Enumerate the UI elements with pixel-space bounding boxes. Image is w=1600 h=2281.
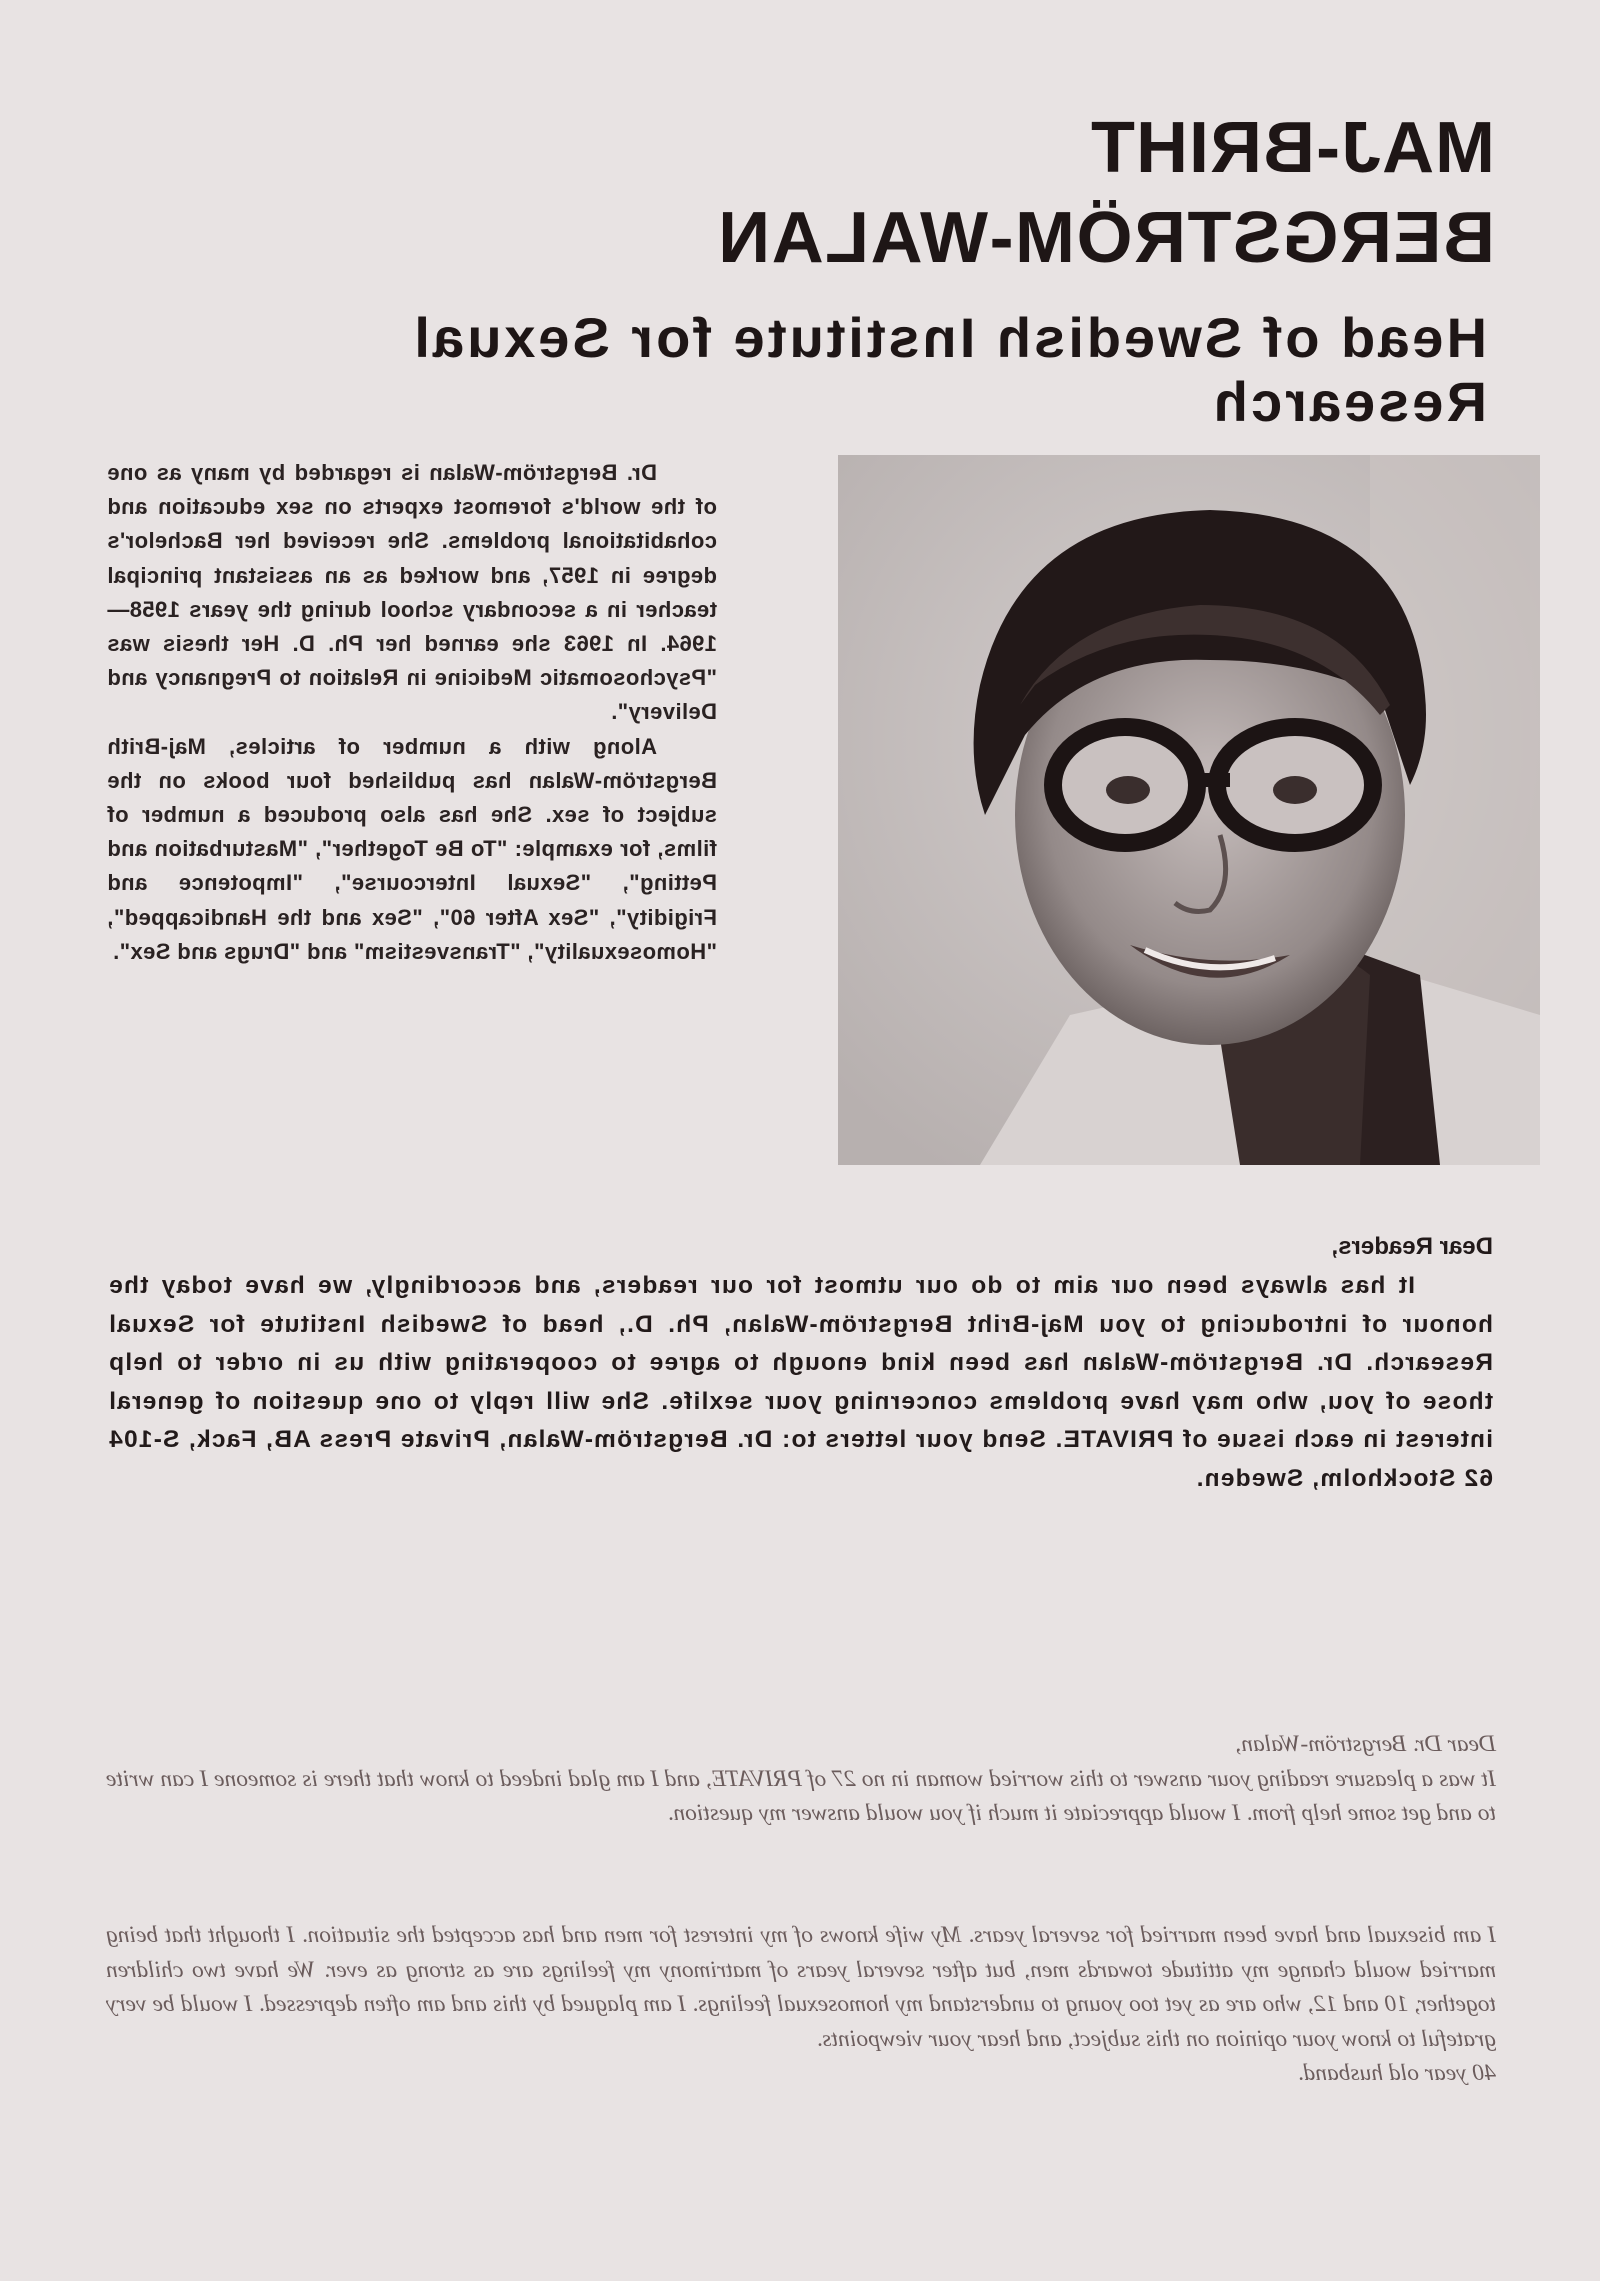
title-first-name: MAJ-BRIHT xyxy=(1090,108,1495,188)
bio-paragraph-1: Dr. Bergström-Walan is regarded by many as one of the world's foremost experts on sex education and cohabitational problems. She received her Bachelor's degree in 1957, and worked as an assistant principal teacher in a secondary school during the years 1958—1964. In 1963 she earned her Ph. D. Her thesis was "Psychosomatic Medicine in Relation to Pregnancy and Delivery". xyxy=(107,460,717,725)
intro-text-block xyxy=(108,1267,1493,1499)
portrait-icon xyxy=(838,455,1540,1165)
letter-salutation: Dear Dr. Bergström-Walan, xyxy=(1235,1731,1496,1757)
reader-letter-opening xyxy=(106,1727,1496,1831)
intro-paragraph: It has always been our aim to do our utmost for our readers, and accordingly, we have today the honour of introducing to you Maj-Briht Bergström-Walan, Ph. D., head of Swedish Institute for Sexual Research. Dr. Bergström-Walan has been kind enough to agree to cooperating with us in order to help those of you, who may have problems concerning your sexlife. She will reply to one question of general interest in each issue of PRIVATE. Send your letters to: Dr. Bergström-Walan, Private Press AB, Fack, S-104 62 Stockholm, Sweden. xyxy=(108,1272,1493,1492)
portrait-photo xyxy=(838,455,1540,1165)
letter-signature: 40 year old husband. xyxy=(1297,2060,1496,2086)
intro-salutation: Dear Readers, xyxy=(1331,1233,1493,1260)
reader-letter-body xyxy=(106,1918,1496,2091)
bio-paragraph-2: Along with a number of articles, Maj-Brith Bergström-Walan has published four books on the subject of sex. She has also produced a number of films, for example: "To Be Together", "Masturbation and Petting", "Sexual Intercourse", "Impotence and Frigidity", "Sex After 60", "Sex and the Handicapped", "Homosexuality", "Transvestism" and "Drugs and Sex". xyxy=(107,733,717,964)
biography-column xyxy=(107,456,717,969)
subtitle: Head of Swedish Institute for Sexual Research xyxy=(411,306,1487,433)
letter-opening-paragraph: It was a pleasure reading your answer to this worried woman in no 27 of PRIVATE, and I am glad indeed to know that there is someone I can write to and get some help from. I would appreciate it much if you would answer my question. xyxy=(106,1765,1496,1826)
letter-body-paragraph: I am bisexual and have been married for several years. My wife knows of my interest for men and has accepted the situation. I thought that being married would change my attitude towards men, but after several years of matrimony my feelings are as strong as ever. We have two children together, 10 and 12, who are as yet too young to understand my homosexual feelings. I am plagued by this and am often depressed. I would be very grateful to know your opinion on this subject, and hear your viewpoints. xyxy=(106,1922,1496,2052)
title-surname: BERGSTRÖM-WALAN xyxy=(716,198,1495,278)
